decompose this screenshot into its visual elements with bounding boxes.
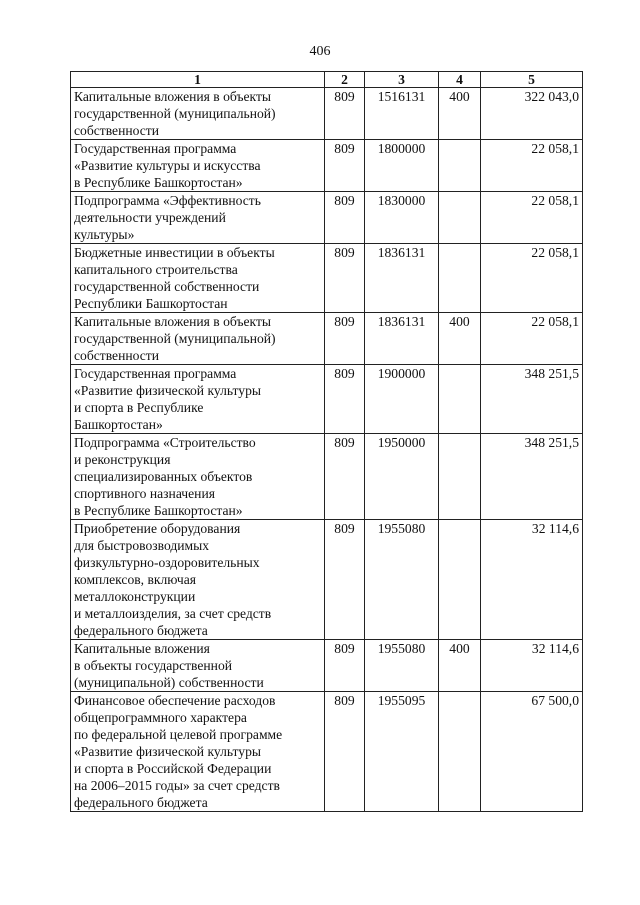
row-name-line: «Развитие физической культуры [74,383,262,398]
amount-cell: 322 043,0 [481,88,583,140]
table-row [71,313,583,365]
table-row [71,365,583,434]
target-article-cell: 1950000 [365,434,439,520]
expense-type-cell [439,520,481,640]
target-article-cell: 1955080 [365,640,439,692]
table-body [71,88,583,812]
amount-cell: 348 251,5 [481,434,583,520]
table-row [71,192,583,244]
row-name-line: Подпрограмма «Строительство [74,435,256,450]
page-number: 406 [309,44,331,59]
row-name-cell [71,692,325,812]
header-col-4: 4 [439,72,481,88]
admin-code-cell: 809 [325,640,365,692]
budget-table [70,71,583,812]
row-name-cell [71,244,325,313]
amount-cell: 32 114,6 [481,520,583,640]
admin-code-cell: 809 [325,140,365,192]
row-name-line: для быстровозводимых [74,538,210,553]
header-col-2: 2 [325,72,365,88]
row-name-line: государственной (муниципальной) [74,331,276,346]
row-name-line: Республики Башкортостан [74,296,228,311]
row-name-line: на 2006–2015 годы» за счет средств [74,778,280,793]
row-name-line: капитального строительства [74,262,238,277]
row-name-line: Капитальные вложения в объекты [74,314,272,329]
amount-cell: 22 058,1 [481,192,583,244]
expense-type-cell [439,434,481,520]
admin-code-cell: 809 [325,244,365,313]
expense-type-cell [439,244,481,313]
target-article-cell: 1516131 [365,88,439,140]
row-name-cell [71,365,325,434]
row-name-line: физкультурно-оздоровительных [74,555,260,570]
row-name-line: и спорта в Республике [74,400,204,415]
target-article-cell: 1955095 [365,692,439,812]
amount-cell: 32 114,6 [481,640,583,692]
header-row [71,72,583,88]
target-article-cell: 1830000 [365,192,439,244]
amount-cell: 22 058,1 [481,140,583,192]
row-name-line: специализированных объектов [74,469,253,484]
row-name-line: Капитальные вложения [74,641,210,656]
row-name-line: в Республике Башкортостан» [74,175,243,190]
admin-code-cell: 809 [325,520,365,640]
row-name-line: общепрограммного характера [74,710,247,725]
row-name-line: государственной собственности [74,279,260,294]
row-name-line: федерального бюджета [74,795,208,810]
admin-code-cell: 809 [325,692,365,812]
row-name-line: собственности [74,348,160,363]
row-name-line: Башкортостан» [74,417,163,432]
row-name-cell [71,313,325,365]
row-name-line: Приобретение оборудования [74,521,241,536]
amount-cell: 22 058,1 [481,313,583,365]
row-name-line: по федеральной целевой программе [74,727,283,742]
table-row [71,88,583,140]
row-name-line: федерального бюджета [74,623,208,638]
row-name-line: деятельности учреждений [74,210,226,225]
expense-type-cell [439,192,481,244]
row-name-cell [71,88,325,140]
header-col-3: 3 [365,72,439,88]
table-row [71,692,583,812]
row-name-line: Государственная программа [74,366,237,381]
target-article-cell: 1836131 [365,244,439,313]
table-row [71,140,583,192]
row-name-line: собственности [74,123,160,138]
amount-cell: 348 251,5 [481,365,583,434]
row-name-cell [71,434,325,520]
row-name-line: «Развитие физической культуры [74,744,262,759]
target-article-cell: 1955080 [365,520,439,640]
target-article-cell: 1836131 [365,313,439,365]
row-name-line: в объекты государственной [74,658,233,673]
row-name-line: и спорта в Российской Федерации [74,761,272,776]
admin-code-cell: 809 [325,434,365,520]
target-article-cell: 1900000 [365,365,439,434]
row-name-line: комплексов, включая [74,572,197,587]
row-name-line: Подпрограмма «Эффективность [74,193,261,208]
admin-code-cell: 809 [325,365,365,434]
row-name-line: культуры» [74,227,135,242]
table-row [71,640,583,692]
row-name-line: Бюджетные инвестиции в объекты [74,245,275,260]
row-name-cell [71,140,325,192]
expense-type-cell: 400 [439,313,481,365]
table-row [71,244,583,313]
expense-type-cell [439,140,481,192]
amount-cell: 67 500,0 [481,692,583,812]
expense-type-cell: 400 [439,88,481,140]
header-col-1: 1 [71,72,325,88]
row-name-line: (муниципальной) собственности [74,675,264,690]
admin-code-cell: 809 [325,88,365,140]
row-name-line: Государственная программа [74,141,237,156]
row-name-line: Финансовое обеспечение расходов [74,693,276,708]
row-name-line: металлоконструкции [74,589,196,604]
expense-type-cell [439,692,481,812]
row-name-line: в Республике Башкортостан» [74,503,243,518]
row-name-cell [71,640,325,692]
header-col-5: 5 [481,72,583,88]
table-row [71,520,583,640]
target-article-cell: 1800000 [365,140,439,192]
amount-cell: 22 058,1 [481,244,583,313]
expense-type-cell [439,365,481,434]
row-name-line: государственной (муниципальной) [74,106,276,121]
row-name-cell [71,192,325,244]
row-name-cell [71,520,325,640]
expense-type-cell: 400 [439,640,481,692]
admin-code-cell: 809 [325,313,365,365]
admin-code-cell: 809 [325,192,365,244]
table-row [71,434,583,520]
row-name-line: и реконструкция [74,452,171,467]
row-name-line: «Развитие культуры и искусства [74,158,261,173]
row-name-line: спортивного назначения [74,486,215,501]
row-name-line: и металлоизделия, за счет средств [74,606,272,621]
row-name-line: Капитальные вложения в объекты [74,89,272,104]
